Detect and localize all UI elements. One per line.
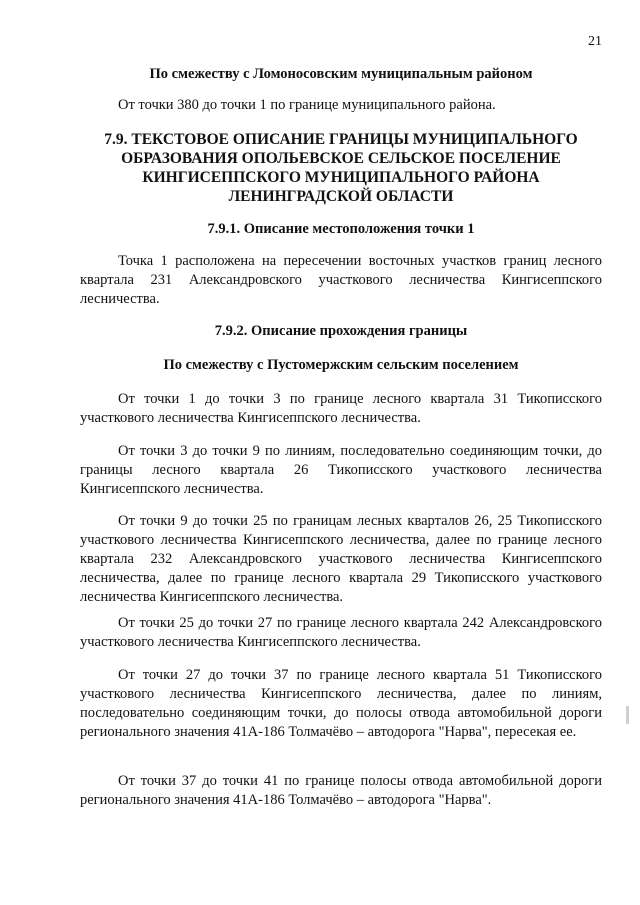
margin-mark	[626, 706, 629, 724]
paragraph-2: От точки 3 до точки 9 по линиям, последовательно соединяющим точки, до границы лесного квартала 26 Тикописского участкового лесничества Кингисеппского лесничества.	[80, 443, 602, 497]
paragraph-4: От точки 25 до точки 27 по границе лесного квартала 242 Александровского участкового лесничества Кингисеппского лесничества.	[80, 615, 602, 650]
subsection-1-text: Точка 1 расположена на пересечении восточных участков границ лесного квартала 231 Александровского участкового лесничества Кингисеппского лесничества.	[80, 253, 602, 307]
paragraph-3: От точки 9 до точки 25 по границам лесных кварталов 26, 25 Тикописского участкового лесничества Кингисеппского лесничества, далее по границе лесного квартала 232 Александровского участкового лесничества Кингисеппского лесничества, далее по границе лесного квартала 29 Тикописского участкового лесничества Кингисеппского лесничества.	[80, 513, 602, 605]
section-title: 7.9. ТЕКСТОВОЕ ОПИСАНИЕ ГРАНИЦЫ МУНИЦИПАЛЬНОГО ОБРАЗОВАНИЯ ОПОЛЬЕВСКОЕ СЕЛЬСКОЕ ПОСЕЛЕНИЕ КИНГИСЕППСКОГО МУНИЦИПАЛЬНОГО РАЙОНА ЛЕНИНГРАДСКОЙ ОБЛАСТИ	[104, 131, 578, 205]
subsection-2-title: 7.9.2. Описание прохождения границы	[214, 323, 468, 339]
page-number: 21	[588, 34, 602, 49]
paragraph-1: От точки 1 до точки 3 по границе лесного квартала 31 Тикописского участкового лесничества Кингисеппского лесничества.	[80, 391, 602, 426]
paragraph-6: От точки 37 до точки 41 по границе полосы отвода автомобильной дороги регионального значения 41А-186 Толмачёво – автодорога "Нарва".	[80, 773, 602, 808]
heading-pustomerzh: По смежеству с Пустомержским сельским поселением	[163, 357, 519, 373]
para-lomonosov: От точки 380 до точки 1 по границе муниципального района.	[118, 97, 496, 113]
paragraph-5: От точки 27 до точки 37 по границе лесного квартала 51 Тикописского участкового лесничества Кингисеппского лесничества, далее по линиям, последовательно соединяющим точки, до полосы отвода автомобильной дороги регионального значения 41А-186 Толмачёво – автодорога "Нарва", пересекая ее.	[80, 667, 602, 740]
heading-lomonosov: По смежеству с Ломоносовским муниципальным районом	[149, 66, 533, 82]
subsection-1-title: 7.9.1. Описание местоположения точки 1	[207, 221, 475, 237]
